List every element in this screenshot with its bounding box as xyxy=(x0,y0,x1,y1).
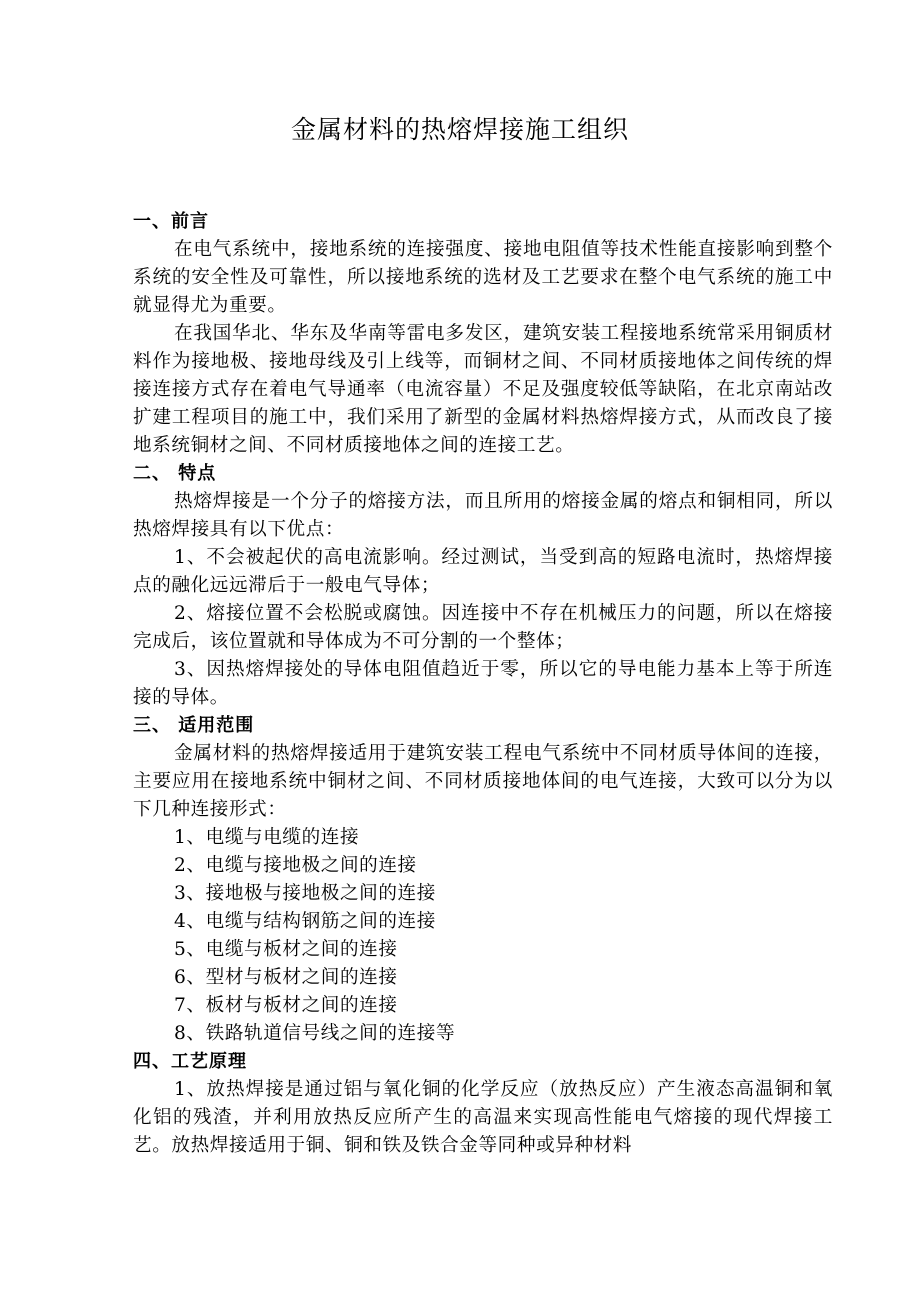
list-item: 3、接地极与接地极之间的连接 xyxy=(174,883,436,904)
list-item: 6、型材与板材之间的连接 xyxy=(174,967,398,988)
document-title: 金属材料的热熔焊接施工组织 xyxy=(290,115,629,144)
list-item: 7、板材与板材之间的连接 xyxy=(174,995,398,1016)
list-item: 2、电缆与接地极之间的连接 xyxy=(174,855,417,876)
paragraph: 1、放热焊接是通过铝与氧化铜的化学反应（放热反应）产生液态高温铜和氧化铝的残渣，并利用放热反应所产生的高温来实现高性能电气熔接的现代焊接工艺。放热焊接适用于铜、铜和铁及铁合金等同种或异种材料 xyxy=(133,1079,833,1156)
paragraph: 在我国华北、华东及华南等雷电多发区，建筑安装工程接地系统常采用铜质材料作为接地极、接地母线及引上线等，而铜材之间、不同材质接地体之间传统的焊接连接方式存在着电气导通率（电流容量）不足及强度较低等缺陷，在北京南站改扩建工程项目的施工中，我们采用了新型的金属材料热熔焊接方式，从而改良了接地系统铜材之间、不同材质接地体之间的连接工艺。 xyxy=(133,323,833,456)
list-item: 5、电缆与板材之间的连接 xyxy=(174,939,398,960)
section-scope xyxy=(133,712,833,1048)
list-item: 1、电缆与电缆的连接 xyxy=(174,827,360,848)
section-features xyxy=(133,460,833,712)
section-heading: 四、工艺原理 xyxy=(133,1051,247,1072)
list-item: 4、电缆与结构钢筋之间的连接 xyxy=(174,911,436,932)
section-heading: 三、 适用范围 xyxy=(133,715,255,736)
paragraph: 3、因热熔焊接处的导体电阻值趋近于零，所以它的导电能力基本上等于所连接的导体。 xyxy=(133,659,833,708)
paragraph: 在电气系统中，接地系统的连接强度、接地电阻值等技术性能直接影响到整个系统的安全性及可靠性，所以接地系统的选材及工艺要求在整个电气系统的施工中就显得尤为重要。 xyxy=(133,239,833,316)
paragraph: 2、熔接位置不会松脱或腐蚀。因连接中不存在机械压力的问题，所以在熔接完成后，该位置就和导体成为不可分割的一个整体； xyxy=(133,603,833,652)
section-heading: 一、前言 xyxy=(133,211,209,232)
paragraph: 金属材料的热熔焊接适用于建筑安装工程电气系统中不同材质导体间的连接，主要应用在接地系统中铜材之间、不同材质接地体间的电气连接，大致可以分为以下几种连接形式： xyxy=(133,743,833,820)
paragraph: 1、不会被起伏的高电流影响。经过测试，当受到高的短路电流时，热熔焊接点的融化远远滞后于一般电气导体； xyxy=(133,547,833,596)
paragraph: 热熔焊接是一个分子的熔接方法，而且所用的熔接金属的熔点和铜相同，所以热熔焊接具有以下优点： xyxy=(133,491,833,540)
document-body xyxy=(133,208,833,1160)
section-principle xyxy=(133,1048,833,1160)
list-item: 8、铁路轨道信号线之间的连接等 xyxy=(174,1023,456,1044)
section-heading: 二、 特点 xyxy=(133,463,217,484)
section-preface xyxy=(133,208,833,460)
